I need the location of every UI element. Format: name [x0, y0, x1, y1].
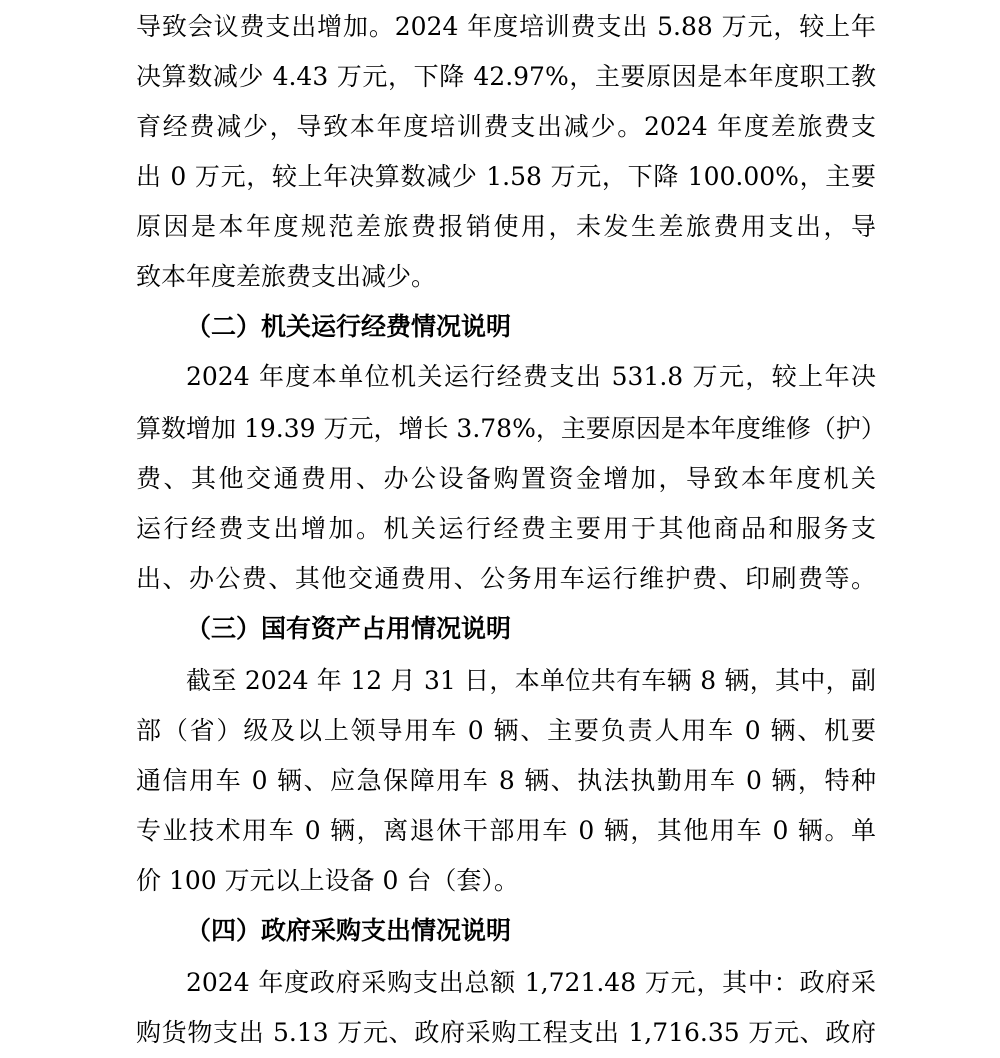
paragraph-line: 运行经费支出增加。机关运行经费主要用于其他商品和服务支 — [136, 514, 876, 543]
paragraph-line: 2024 年度政府采购支出总额 1,721.48 万元，其中：政府采 — [186, 968, 876, 997]
paragraph-line: 部（省）级及以上领导用车 0 辆、主要负责人用车 0 辆、机要 — [136, 716, 876, 745]
paragraph-line: 育经费减少，导致本年度培训费支出减少。2024 年度差旅费支 — [136, 112, 876, 141]
paragraph-line: 专业技术用车 0 辆，离退休干部用车 0 辆，其他用车 0 辆。单 — [136, 816, 876, 845]
paragraph-line: 购货物支出 5.13 万元、政府采购工程支出 1,716.35 万元、政府 — [136, 1018, 876, 1047]
paragraph-line: 价 100 万元以上设备 0 台（套）。 — [136, 866, 519, 895]
paragraph-line: 通信用车 0 辆、应急保障用车 8 辆、执法执勤用车 0 辆，特种 — [136, 766, 876, 795]
paragraph-line: 截至 2024 年 12 月 31 日，本单位共有车辆 8 辆，其中，副 — [186, 666, 876, 695]
paragraph-line: 导致会议费支出增加。2024 年度培训费支出 5.88 万元，较上年 — [136, 12, 876, 41]
paragraph-line: 算数增加 19.39 万元，增长 3.78%，主要原因是本年度维修（护） — [136, 414, 886, 443]
paragraph-line: 决算数减少 4.43 万元，下降 42.97%，主要原因是本年度职工教 — [136, 62, 876, 91]
paragraph-line: 原因是本年度规范差旅费报销使用，未发生差旅费用支出，导 — [136, 212, 876, 241]
paragraph-line: 出 0 万元，较上年决算数减少 1.58 万元，下降 100.00%，主要 — [136, 162, 876, 191]
section-heading-3: （三）国有资产占用情况说明 — [186, 614, 512, 643]
paragraph-line: 出、办公费、其他交通费用、公务用车运行维护费、印刷费等。 — [136, 564, 876, 593]
paragraph-line: 2024 年度本单位机关运行经费支出 531.8 万元，较上年决 — [186, 362, 876, 391]
paragraph-line: 致本年度差旅费支出减少。 — [136, 262, 437, 291]
section-heading-4: （四）政府采购支出情况说明 — [186, 916, 512, 945]
section-heading-2: （二）机关运行经费情况说明 — [186, 312, 512, 341]
paragraph-line: 费、其他交通费用、办公设备购置资金增加，导致本年度机关 — [136, 464, 876, 493]
